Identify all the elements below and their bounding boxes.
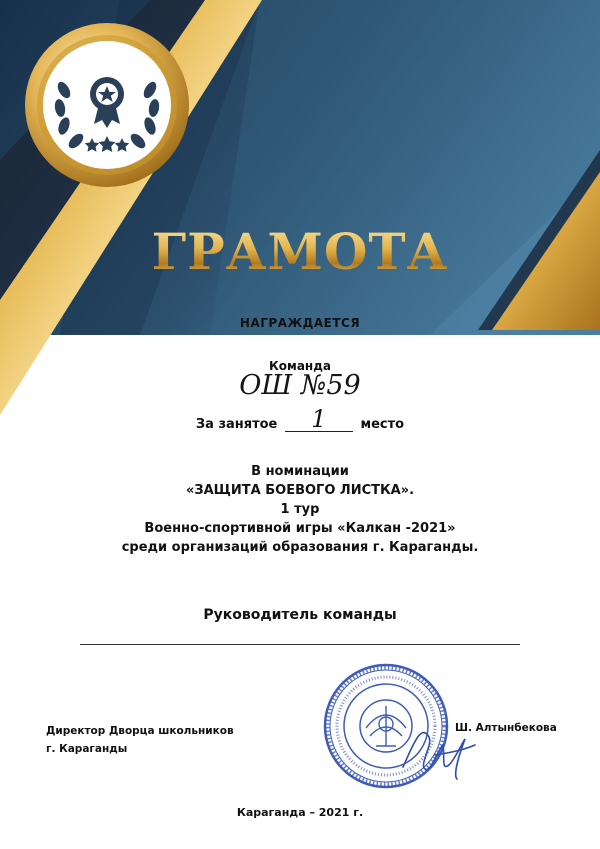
- nomination-line: Военно-спортивной игры «Калкан -2021»: [144, 521, 456, 536]
- place-value: 1: [311, 405, 327, 433]
- nomination-line: среди организаций образования г. Караганды.: [121, 540, 479, 555]
- footer-city-year: Караганда – 2021 г.: [236, 806, 364, 819]
- director-line: г. Караганды: [46, 743, 128, 755]
- place-prefix: За занятое: [195, 417, 278, 432]
- team-label: Команда: [268, 359, 332, 373]
- director-block: [46, 722, 234, 758]
- leader-label: Руководитель команды: [203, 607, 397, 623]
- nomination-line: В номинации: [251, 464, 349, 479]
- nomination-block: [0, 462, 600, 557]
- awarded-heading: НАГРАЖДАЕТСЯ: [239, 316, 361, 330]
- nomination-line: 1 тур: [280, 502, 320, 517]
- signature-line: [80, 644, 520, 645]
- nomination-line: «ЗАЩИТА БОЕВОГО ЛИСТКА».: [185, 483, 415, 498]
- place-suffix: место: [360, 417, 405, 432]
- signer-name: Ш. Алтынбекова: [455, 722, 557, 734]
- team-name: ОШ №59: [239, 370, 361, 401]
- director-line: Директор Дворца школьников: [46, 725, 234, 737]
- medal-emblem: [22, 20, 192, 190]
- certificate-title: ГРАМОТА: [0, 222, 600, 281]
- place-row: [0, 405, 600, 433]
- place-blank: [285, 405, 353, 433]
